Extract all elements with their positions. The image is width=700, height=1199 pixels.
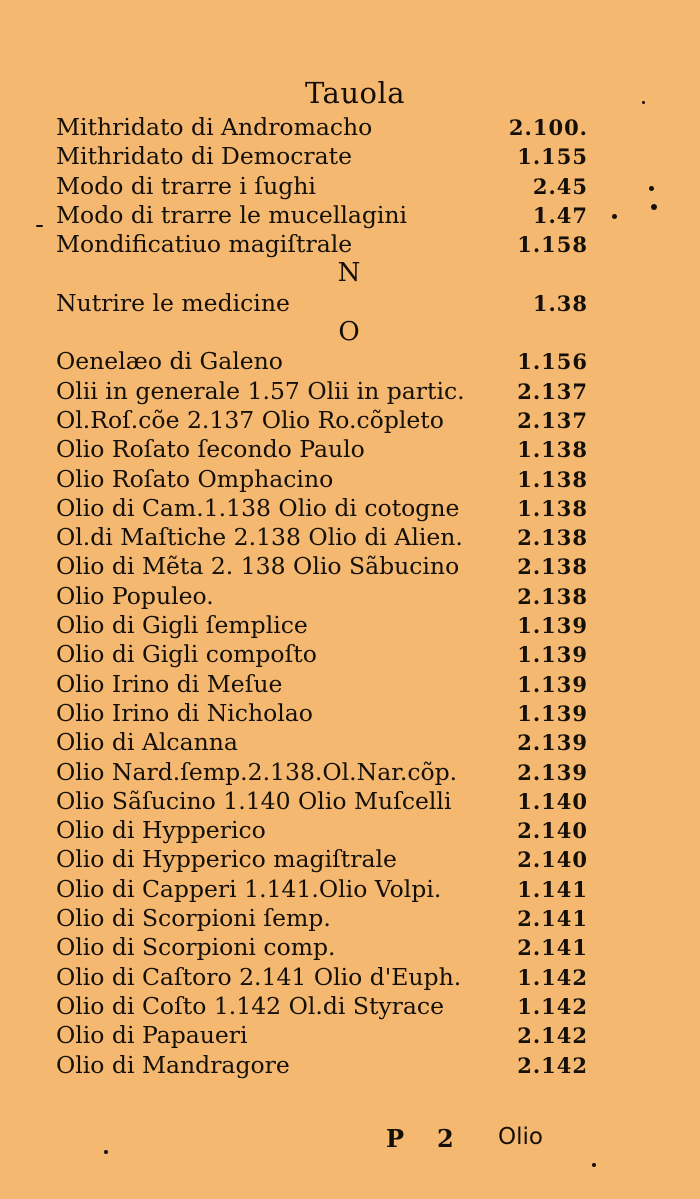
entry-page-reference: 1.155 <box>517 144 588 170</box>
entry-page-reference: 2.45 <box>532 173 588 199</box>
ink-speck <box>36 225 43 227</box>
entry-text: Olio Populeo. <box>56 581 214 610</box>
entry-page-reference: 2.138 <box>517 554 588 580</box>
index-entry <box>56 377 596 406</box>
signature-mark: P <box>386 1124 405 1153</box>
section-letter: O <box>338 317 360 348</box>
index-entry <box>56 582 596 611</box>
entry-page-reference: 1.138 <box>517 495 588 521</box>
entry-page-reference: 2.141 <box>517 935 588 961</box>
entry-page-reference: 2.138 <box>517 583 588 609</box>
entry-page-reference: 1.138 <box>517 466 588 492</box>
index-entry <box>56 728 596 757</box>
entry-text: Olio di Coſto 1.142 Ol.di Styrace <box>56 991 444 1020</box>
index-entry <box>56 963 596 992</box>
index-entry <box>56 465 596 494</box>
ink-speck <box>104 1150 108 1154</box>
index-entry <box>56 758 596 787</box>
ink-speck <box>612 214 617 219</box>
entry-page-reference: 2.138 <box>517 525 588 551</box>
running-title: Tauola <box>304 76 406 110</box>
ink-speck <box>651 204 657 210</box>
entry-page-reference: 1.139 <box>517 671 588 697</box>
entry-text: Olio di Capperi 1.141.Olio Volpi. <box>56 874 442 903</box>
index-entry <box>56 494 596 523</box>
index-entry <box>56 172 596 201</box>
entry-text: Mithridato di Andromacho <box>56 113 373 141</box>
entry-text: Olio Nard.ſemp.2.138.Ol.Nar.cõp. <box>56 757 458 786</box>
index-entry <box>56 875 596 904</box>
entry-page-reference: 1.139 <box>517 613 588 639</box>
index-entry <box>56 113 596 142</box>
entry-page-reference: 1.141 <box>517 876 588 902</box>
entry-text: Olio di Hypperico <box>56 816 266 845</box>
entry-page-reference: 2.142 <box>517 1023 588 1049</box>
entry-page-reference: 2.142 <box>517 1052 588 1078</box>
entry-text: Mondificatiuo magiſtrale <box>56 230 353 259</box>
entry-page-reference: 1.156 <box>517 349 588 375</box>
entry-page-reference: 2.137 <box>517 407 588 433</box>
index-entry <box>56 230 596 259</box>
index-entry <box>56 406 596 435</box>
entry-text: Modo di trarre le mucellagini <box>56 200 408 229</box>
entry-page-reference: 2.100. <box>508 115 588 140</box>
entry-page-reference: 2.139 <box>517 730 588 756</box>
index-entry <box>56 787 596 816</box>
entry-page-reference: 2.137 <box>517 378 588 404</box>
entry-text: Olio Irino di Meſue <box>56 669 283 698</box>
section-letter-heading <box>56 259 596 288</box>
entry-text: Olio di Hypperico magiſtrale <box>56 845 397 874</box>
entry-text: Olio di Caſtoro 2.141 Olio d'Euph. <box>56 962 462 991</box>
index-entry <box>56 904 596 933</box>
ink-speck <box>592 1163 596 1167</box>
index-entry <box>56 640 596 669</box>
entry-page-reference: 1.139 <box>517 642 588 668</box>
entry-text: Nutrire le medicine <box>56 288 290 317</box>
entry-page-reference: 2.140 <box>517 818 588 844</box>
index-entry <box>56 347 596 376</box>
entry-text: Olio Roſato Omphacino <box>56 464 334 493</box>
ink-speck <box>642 101 645 104</box>
section-letter: N <box>337 258 361 289</box>
entry-page-reference: 1.38 <box>532 290 588 316</box>
entry-text: Olio di Scorpioni ſemp. <box>56 904 331 933</box>
entry-page-reference: 2.139 <box>517 759 588 785</box>
entry-text: Modo di trarre i ſughi <box>56 171 316 200</box>
index-entry <box>56 933 596 962</box>
section-letter-heading <box>56 318 596 347</box>
entry-text: Olio di Scorpioni comp. <box>56 933 336 962</box>
entry-text: Olio di Alcanna <box>56 728 238 757</box>
index-entry <box>56 699 596 728</box>
entry-page-reference: 1.142 <box>517 964 588 990</box>
index-entry <box>56 435 596 464</box>
entry-page-reference: 1.139 <box>517 700 588 726</box>
entry-page-reference: 1.138 <box>517 437 588 463</box>
entry-text: Olio Roſato ſecondo Paulo <box>56 435 365 464</box>
entry-text: Oenelæo di Galeno <box>56 347 283 376</box>
index-entry <box>56 142 596 171</box>
index-entry <box>56 201 596 230</box>
index-entries <box>56 113 596 1080</box>
entry-text: Olii in generale 1.57 Olii in partic. <box>56 376 465 405</box>
entry-text: Olio di Papaueri <box>56 1021 248 1050</box>
entry-page-reference: 2.141 <box>517 906 588 932</box>
entry-text: Olio Irino di Nicholao <box>56 698 313 727</box>
entry-page-reference: 1.140 <box>517 788 588 814</box>
entry-text: Olio di Mandragore <box>56 1050 290 1079</box>
entry-text: Olio di Gigli compoſto <box>56 640 317 669</box>
index-entry <box>56 992 596 1021</box>
entry-page-reference: 1.158 <box>517 232 588 258</box>
entry-page-reference: 2.140 <box>517 847 588 873</box>
index-entry <box>56 1051 596 1080</box>
signature-number: 2 <box>437 1124 454 1153</box>
entry-page-reference: 1.142 <box>517 993 588 1019</box>
entry-text: Ol.di Maſtiche 2.138 Olio di Alien. <box>56 523 463 552</box>
index-entry <box>56 816 596 845</box>
index-entry <box>56 523 596 552</box>
catchword: Olio <box>498 1124 543 1150</box>
entry-page-reference: 1.47 <box>532 202 588 228</box>
index-entry <box>56 1021 596 1050</box>
entry-text: Olio di Gigli ſemplice <box>56 611 308 640</box>
entry-text: Olio di Mẽta 2. 138 Olio Sãbucino <box>56 552 460 581</box>
entry-text: Olio Sãſucino 1.140 Olio Muſcelli <box>56 786 452 815</box>
ink-speck <box>649 186 654 191</box>
entry-text: Olio di Cam.1.138 Olio di cotogne <box>56 493 460 522</box>
index-entry <box>56 611 596 640</box>
index-entry <box>56 670 596 699</box>
index-entry <box>56 289 596 318</box>
index-entry <box>56 845 596 874</box>
entry-text: Mithridato di Democrate <box>56 142 352 171</box>
index-entry <box>56 552 596 581</box>
entry-text: Ol.Roſ.cõe 2.137 Olio Ro.cõpleto <box>56 405 444 434</box>
